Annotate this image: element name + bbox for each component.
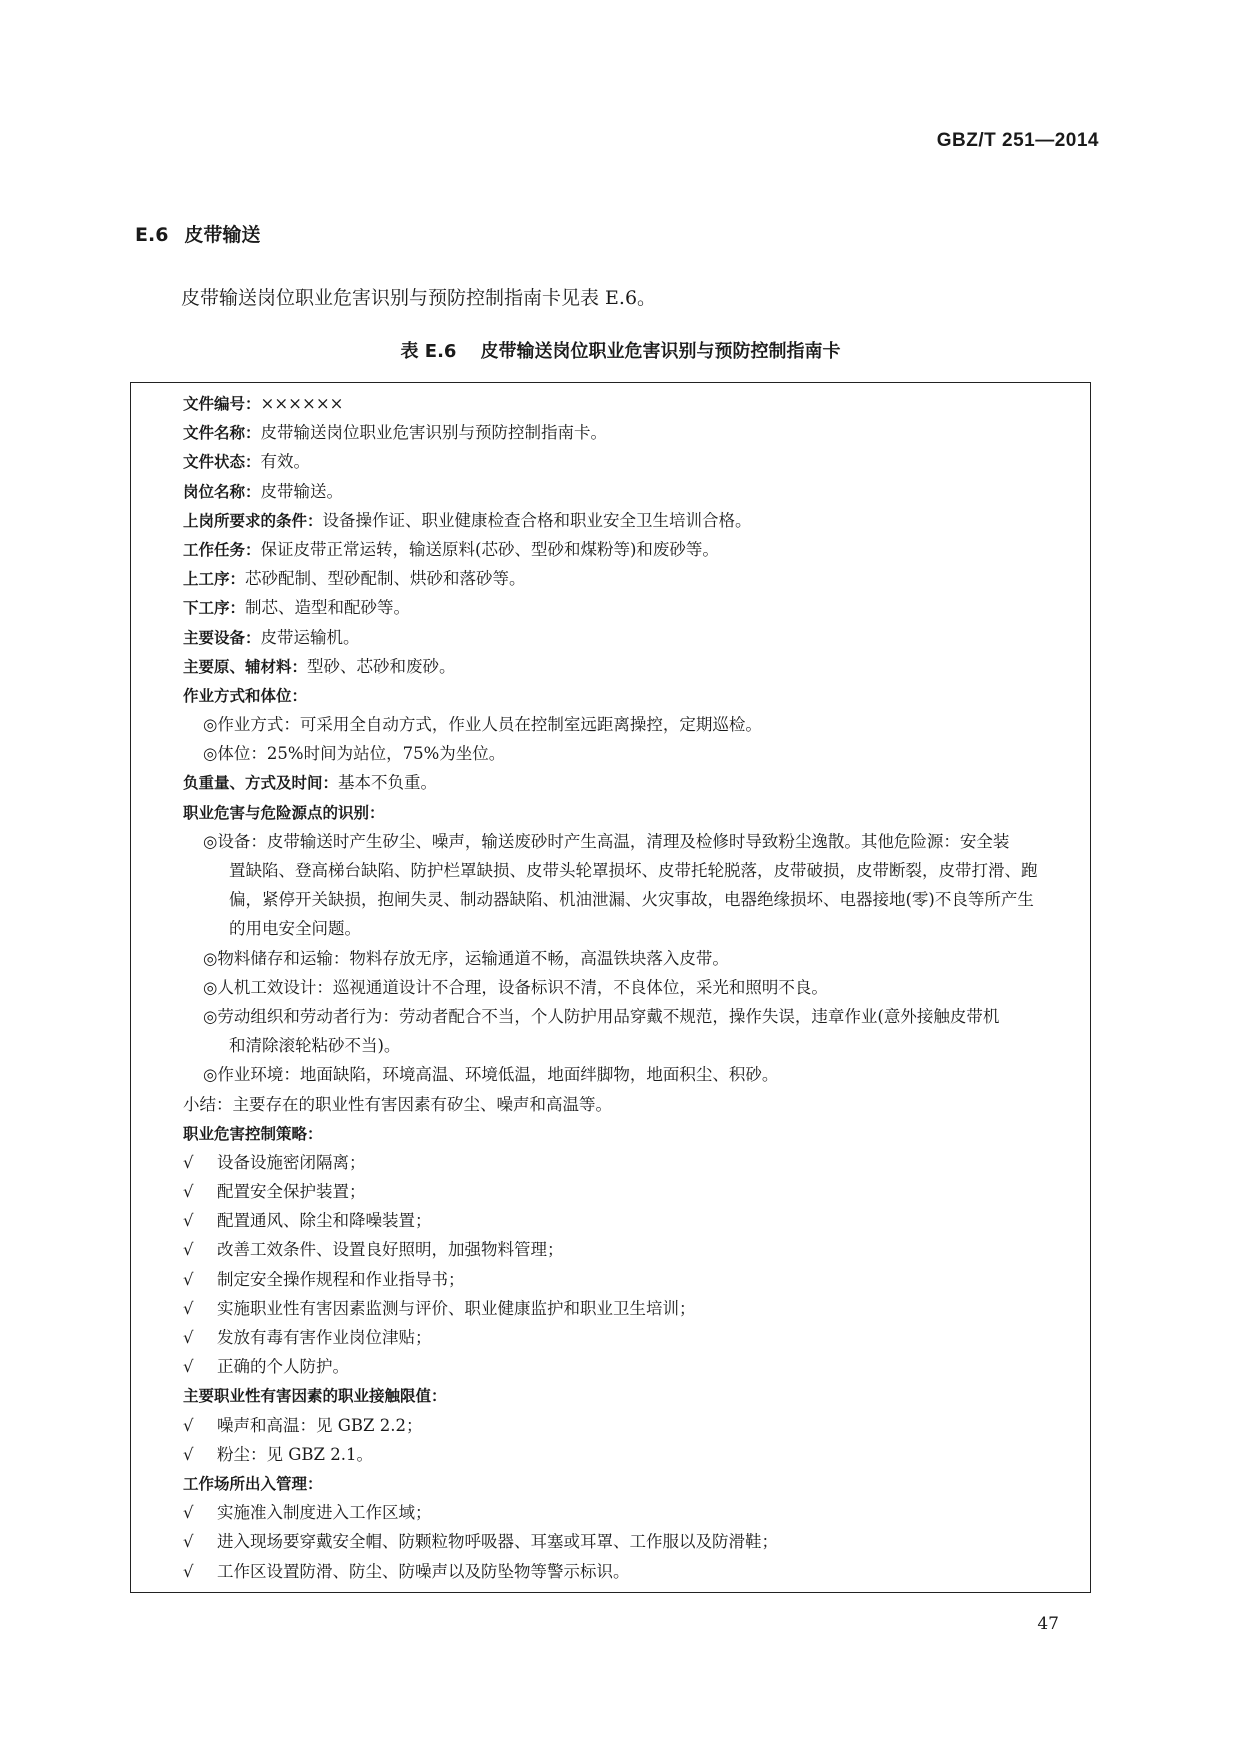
hazard-equipment-line: ◎设备：皮带输送时产生矽尘、噪声，输送废砂时产生高温，清理及检修时导致粉尘逸散。其他危险源：安全装	[203, 831, 1010, 851]
field-label: 负重量、方式及时间：	[183, 774, 339, 793]
work-mode-line: ◎作业方式：可采用全自动方式，作业人员在控制室远距离操控，定期巡检。	[203, 715, 762, 735]
field-value: 型砂、芯砂和废砂。	[307, 656, 456, 676]
control-item	[183, 1177, 1070, 1206]
control-text: 设备设施密闭隔离；	[217, 1152, 366, 1172]
field-label: 岗位名称：	[183, 482, 261, 501]
check-icon: √	[183, 1269, 194, 1289]
summary-line: 小结：主要存在的职业性有害因素有矽尘、噪声和高温等。	[183, 1094, 612, 1114]
hazard-equipment-line: 偏，紧停开关缺损，抱闸失灵、制动器缺陷、机油泄漏、火灾事故，电器绝缘损坏、电器接地(零)不良等所产生	[229, 890, 1034, 910]
check-icon: √	[183, 1415, 194, 1435]
hazard-storage-line: ◎物料储存和运输：物料存放无序，运输通道不畅，高温铁块落入皮带。	[203, 948, 729, 968]
check-icon: √	[183, 1211, 194, 1231]
control-text: 实施职业性有害因素监测与评价、职业健康监护和职业卫生培训；	[217, 1298, 696, 1318]
section-label: 作业方式和体位：	[183, 686, 308, 705]
doc-no-row	[183, 389, 1070, 418]
check-icon: √	[183, 1357, 194, 1377]
field-label: 主要原、辅材料：	[183, 657, 308, 676]
section-label: 职业危害控制策略：	[183, 1124, 323, 1143]
access-item	[183, 1498, 1070, 1527]
field-label: 文件编号：	[183, 395, 261, 413]
hazards-heading	[183, 798, 1070, 827]
table-title-text: 皮带输送岗位职业危害识别与预防控制指南卡	[480, 341, 841, 362]
control-item	[183, 1294, 1070, 1323]
hazard-labor-line: 和清除滚轮粘砂不当)。	[229, 1036, 401, 1056]
task-row	[183, 535, 1070, 564]
field-value: 保证皮带正常运转，输送原料(芯砂、型砂和煤粉等)和废砂等。	[260, 539, 719, 559]
materials-row	[183, 652, 1070, 681]
hazard-equipment-line: 的用电安全问题。	[229, 919, 361, 939]
page-number: 47	[1037, 1614, 1059, 1634]
access-heading	[183, 1469, 1070, 1498]
control-item	[183, 1352, 1070, 1381]
field-label: 工作任务：	[183, 540, 261, 559]
control-text: 配置安全保护装置；	[217, 1182, 366, 1202]
control-item	[183, 1148, 1070, 1177]
field-value: 制芯、造型和配砂等。	[245, 598, 411, 618]
field-value: 芯砂配制、型砂配制、烘砂和落砂等。	[245, 569, 526, 589]
work-mode-heading	[183, 681, 1070, 710]
section-label: 工作场所出入管理：	[183, 1474, 323, 1493]
posture-line: ◎体位：25%时间为站位，75%为坐位。	[203, 744, 506, 764]
post-name-row	[183, 477, 1070, 506]
limits-heading	[183, 1381, 1070, 1410]
check-icon: √	[183, 1561, 194, 1581]
check-icon: √	[183, 1298, 194, 1318]
field-value: ××××××	[260, 394, 344, 413]
check-icon: √	[183, 1240, 194, 1260]
equipment-row	[183, 623, 1070, 652]
control-text: 改善工效条件、设置良好照明，加强物料管理；	[217, 1240, 564, 1260]
access-text: 进入现场要穿戴安全帽、防颗粒物呼吸器、耳塞或耳罩、工作服以及防滑鞋；	[217, 1532, 778, 1552]
guide-card	[130, 382, 1091, 1593]
field-value: 有效。	[260, 452, 311, 472]
access-text: 实施准入制度进入工作区域；	[217, 1503, 432, 1523]
table-title	[0, 337, 1241, 363]
table-number: 表 E.6	[400, 341, 457, 362]
access-item	[183, 1527, 1070, 1556]
limit-text: 噪声和高温：见 GBZ 2.2；	[217, 1415, 423, 1435]
limit-item	[183, 1411, 1070, 1440]
check-icon: √	[183, 1532, 194, 1552]
doc-status-row	[183, 447, 1070, 476]
control-item	[183, 1265, 1070, 1294]
intro-paragraph: 皮带输送岗位职业危害识别与预防控制指南卡见表 E.6。	[181, 287, 657, 309]
requirements-row	[183, 506, 1070, 535]
section-number: E.6	[135, 224, 169, 246]
load-row	[183, 768, 1070, 797]
access-text: 工作区设置防滑、防尘、防噪声以及防坠物等警示标识。	[217, 1561, 630, 1581]
check-icon: √	[183, 1444, 194, 1464]
access-item	[183, 1557, 1070, 1586]
section-label: 主要职业性有害因素的职业接触限值：	[183, 1387, 447, 1406]
control-item	[183, 1235, 1070, 1264]
field-value: 基本不负重。	[338, 773, 438, 793]
control-text: 制定安全操作规程和作业指导书；	[217, 1269, 465, 1289]
doc-name-row	[183, 418, 1070, 447]
section-label: 职业危害与危险源点的识别：	[183, 803, 385, 822]
prev-process-row	[183, 564, 1070, 593]
control-text: 发放有毒有害作业岗位津贴；	[217, 1328, 432, 1347]
next-process-row	[183, 593, 1070, 622]
limit-text: 粉尘：见 GBZ 2.1。	[217, 1444, 374, 1464]
card-content	[183, 389, 1070, 1586]
control-heading	[183, 1119, 1070, 1148]
field-value: 皮带输送。	[260, 481, 344, 501]
field-label: 文件状态：	[183, 453, 261, 472]
control-text: 配置通风、除尘和降噪装置；	[217, 1211, 432, 1231]
section-heading	[135, 220, 260, 247]
field-value: 皮带运输机。	[260, 627, 360, 647]
field-label: 主要设备：	[183, 628, 261, 647]
control-item	[183, 1323, 1070, 1352]
field-label: 下工序：	[183, 599, 246, 618]
limit-item	[183, 1440, 1070, 1469]
check-icon: √	[183, 1503, 194, 1523]
check-icon: √	[183, 1182, 194, 1202]
section-title: 皮带输送	[184, 224, 261, 246]
control-item	[183, 1206, 1070, 1235]
field-label: 上岗所要求的条件：	[183, 511, 323, 530]
hazard-labor-line: ◎劳动组织和劳动者行为：劳动者配合不当，个人防护用品穿戴不规范，操作失误，违章作业(意外接触皮带机	[203, 1006, 1000, 1026]
hazard-equipment-line: 置缺陷、登高梯台缺陷、防护栏罩缺损、皮带头轮罩损坏、皮带托轮脱落，皮带破损，皮带断裂，皮带打滑、跑	[229, 861, 1038, 880]
field-label: 文件名称：	[183, 424, 261, 443]
check-icon: √	[183, 1328, 194, 1347]
hazard-ergonomics-line: ◎人机工效设计：巡视通道设计不合理，设备标识不清，不良体位，采光和照明不良。	[203, 977, 828, 997]
check-icon: √	[183, 1152, 194, 1172]
control-text: 正确的个人防护。	[217, 1357, 349, 1377]
hazard-environment-line: ◎作业环境：地面缺陷，环境高温、环境低温，地面绊脚物，地面积尘、积砂。	[203, 1065, 779, 1085]
standard-code: GBZ/T 251—2014	[936, 130, 1099, 151]
field-label: 上工序：	[183, 570, 246, 589]
field-value: 皮带输送岗位职业危害识别与预防控制指南卡。	[260, 423, 608, 443]
field-value: 设备操作证、职业健康检查合格和职业安全卫生培训合格。	[322, 510, 752, 530]
